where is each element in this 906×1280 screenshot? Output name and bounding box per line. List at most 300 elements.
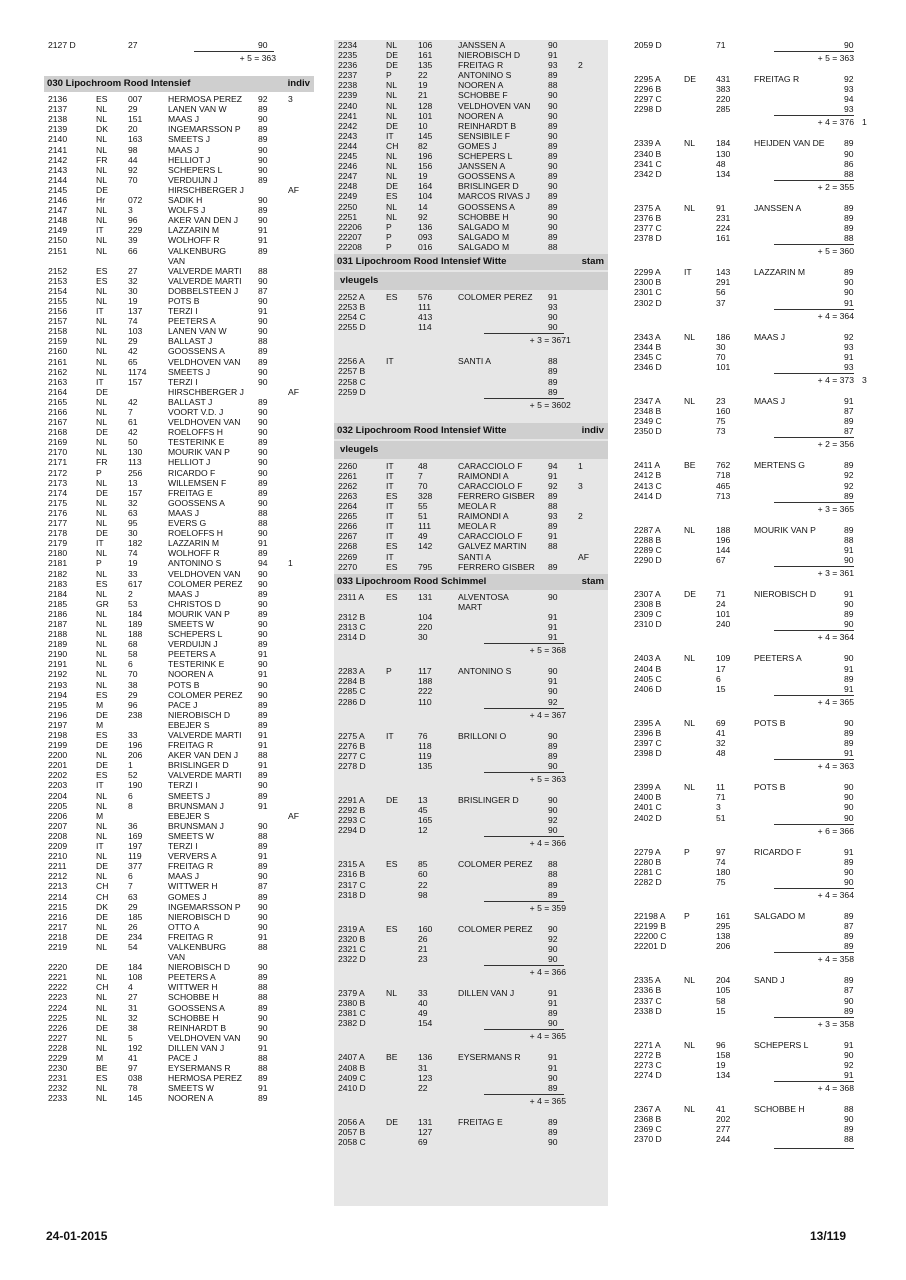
total-rule <box>484 901 564 902</box>
group-total <box>334 964 608 978</box>
breeder-number: 576 <box>418 291 433 302</box>
table-row <box>44 831 314 841</box>
country-code: NL <box>96 447 107 458</box>
breeder-name: SCHOBBE F <box>458 90 508 101</box>
breeder-number: 118 <box>418 740 432 751</box>
breeder-number: 206 <box>716 941 731 952</box>
breeder-number: 40 <box>418 998 428 1009</box>
total-rule <box>484 333 564 334</box>
table-row <box>334 795 608 805</box>
breeder-number: 33 <box>128 730 138 740</box>
country-code: NL <box>96 830 107 841</box>
group-spacer <box>334 656 608 666</box>
table-row <box>44 871 314 881</box>
ring-code: 2256 A <box>338 356 365 367</box>
ring-code: 2277 C <box>338 750 366 761</box>
breeder-name: GOMES J <box>168 891 207 902</box>
ring-code: 2401 C <box>634 802 662 813</box>
group-spacer <box>630 193 860 203</box>
breeder-name: SENSIBILE F <box>458 130 511 141</box>
table-row <box>44 740 314 750</box>
ring-code: 2252 A <box>338 291 365 302</box>
score: 92 <box>548 933 558 944</box>
table-row <box>630 298 860 308</box>
ring-code: 2226 <box>48 1022 68 1033</box>
score: 89 <box>258 134 268 145</box>
score: 90 <box>258 568 268 579</box>
score: 90 <box>258 316 268 327</box>
group-total <box>334 642 608 656</box>
total-value: + 4 = 368 <box>817 1083 854 1094</box>
breeder-number: 135 <box>418 60 433 71</box>
ring-code: 2223 <box>48 992 68 1003</box>
breeder-name: MAAS J <box>168 114 200 125</box>
score: 90 <box>258 417 268 428</box>
table-row <box>630 684 860 694</box>
breeder-number: 222 <box>418 686 433 697</box>
breeder-number: 27 <box>128 40 138 50</box>
breeder-number: 196 <box>418 151 433 162</box>
rank-note: AF <box>288 810 299 821</box>
breeder-number: 97 <box>128 1063 138 1074</box>
breeder-name: NIEROBISCH D <box>754 589 817 600</box>
table-row <box>334 1137 608 1147</box>
group-total <box>334 900 608 914</box>
breeder-number: 32 <box>128 497 138 508</box>
table-row <box>334 1063 608 1073</box>
breeder-number: 51 <box>418 511 428 522</box>
ring-code: 2282 D <box>634 876 662 887</box>
breeder-name: TERZI I <box>168 841 198 852</box>
ring-code: 2407 A <box>338 1052 365 1063</box>
ring-code: 2196 <box>48 709 68 720</box>
table-row <box>334 592 608 602</box>
country-code: BE <box>386 1052 398 1063</box>
score: 89 <box>548 171 558 182</box>
table-row <box>334 944 608 954</box>
breeder-number: 70 <box>128 174 138 185</box>
breeder-number: 92 <box>128 164 138 175</box>
country-code: IT <box>386 460 394 471</box>
ring-code: 2288 B <box>634 534 662 545</box>
breeder-name: VERVERS A <box>168 851 217 862</box>
breeder-name: VELDHOVEN VAN <box>168 1032 241 1043</box>
breeder-number: 131 <box>418 1116 433 1127</box>
breeder-name: COLOMER PEREZ <box>458 859 533 870</box>
table-row <box>334 222 608 232</box>
group-spacer <box>334 978 608 988</box>
country-code: ES <box>386 291 398 302</box>
table-row <box>44 155 314 165</box>
score: 91 <box>548 622 558 633</box>
breeder-name: VERDUIJN J <box>168 174 218 185</box>
breeder-number: 413 <box>418 312 433 323</box>
table-row <box>334 924 608 934</box>
score: 90 <box>258 871 268 882</box>
table-row <box>44 589 314 599</box>
score: 90 <box>548 686 558 697</box>
table-row <box>630 1104 860 1114</box>
ring-code: 2233 <box>48 1093 68 1104</box>
country-code: NL <box>684 1104 695 1115</box>
table-row <box>630 619 860 629</box>
ring-code: 2285 C <box>338 686 366 697</box>
score: 89 <box>548 491 558 501</box>
breeder-name: NOOREN A <box>458 80 504 91</box>
breeder-number: 238 <box>128 709 143 720</box>
group-spacer <box>630 128 860 138</box>
table-row <box>630 362 860 372</box>
score: 90 <box>844 792 854 803</box>
breeder-number: 7 <box>418 470 423 481</box>
score: 90 <box>258 578 268 589</box>
breeder-name: LAZZARIN M <box>754 267 806 278</box>
ring-code: 2218 <box>48 931 68 942</box>
ring-code: 2245 <box>338 151 358 162</box>
score: 90 <box>844 995 854 1006</box>
ring-code: 2414 D <box>634 490 662 501</box>
ring-code: 2279 A <box>634 846 661 857</box>
score: 86 <box>844 158 854 169</box>
ring-code: 2136 <box>48 94 68 105</box>
table-row <box>630 159 860 169</box>
table-row <box>44 508 314 518</box>
breeder-name: REINHARDT B <box>458 120 517 131</box>
total-value: + 3 = 365 <box>817 503 854 514</box>
table-row <box>630 996 860 1006</box>
breeder-number: 383 <box>716 84 731 95</box>
country-code: DE <box>96 487 108 498</box>
table-row <box>44 982 314 992</box>
breeder-name: VELDHOVEN VAN <box>168 417 241 428</box>
table-row <box>630 1060 860 1070</box>
ring-code: 2284 B <box>338 676 366 687</box>
breeder-name: FREITAG E <box>458 1116 503 1127</box>
ring-code: 2198 <box>48 730 68 740</box>
score: 88 <box>258 336 268 347</box>
class-title: 031 Lipochroom Rood Intensief Witte <box>337 255 507 267</box>
breeder-number: 15 <box>716 1005 726 1016</box>
country-code: IT <box>386 730 394 741</box>
score: 90 <box>548 110 558 121</box>
country-code: NL <box>96 366 107 377</box>
table-row <box>334 151 608 161</box>
table-row <box>44 256 314 266</box>
breeder-number: 50 <box>128 437 138 448</box>
score: 90 <box>548 161 558 172</box>
ring-code: 2312 B <box>338 611 366 622</box>
breeder-number: 7 <box>128 407 133 417</box>
breeder-name: PEETERS A <box>754 653 802 664</box>
score: 89 <box>548 889 558 900</box>
score: 90 <box>258 689 268 700</box>
breeder-number: 291 <box>716 277 731 288</box>
total-value: + 4 = 364 <box>817 632 854 643</box>
breeder-number: 234 <box>128 931 143 942</box>
table-row <box>334 741 608 751</box>
country-code: IT <box>386 470 394 481</box>
country-code: FR <box>96 457 108 468</box>
ring-code: 22208 <box>338 241 362 252</box>
ring-code: 2243 <box>338 130 358 141</box>
ring-code: 2263 <box>338 491 358 501</box>
breeder-number: 138 <box>716 931 731 942</box>
ring-code: 2313 C <box>338 622 366 633</box>
table-row <box>334 491 608 501</box>
ring-code: 2199 <box>48 740 68 751</box>
breeder-number: 189 <box>128 618 143 629</box>
breeder-number: 75 <box>716 416 726 427</box>
country-code: ES <box>96 689 108 700</box>
breeder-number: 328 <box>418 491 433 501</box>
ring-code: 2266 <box>338 521 358 532</box>
country-code: NL <box>684 717 695 728</box>
table-row <box>44 397 314 407</box>
breeder-number: 98 <box>128 144 138 155</box>
breeder-number: 182 <box>128 538 143 549</box>
score: 89 <box>258 477 268 488</box>
group-spacer <box>630 257 860 267</box>
ring-code: 2154 <box>48 285 68 296</box>
group-total <box>44 50 314 64</box>
country-code: NL <box>96 346 107 357</box>
score: 90 <box>258 376 268 387</box>
table-row <box>44 225 314 235</box>
ring-code: 2395 A <box>634 717 661 728</box>
breeder-name: SMEETS W <box>168 1083 214 1094</box>
score: 90 <box>258 528 268 539</box>
table-row <box>334 471 608 481</box>
score: 89 <box>844 738 854 749</box>
ring-code: 2299 A <box>634 267 661 278</box>
score: 93 <box>844 361 854 372</box>
breeder-number: 229 <box>128 225 143 236</box>
table-row <box>334 890 608 900</box>
score: 90 <box>844 866 854 877</box>
total-value: + 3 = 367 <box>529 335 566 346</box>
breeder-name: SCHOBBE H <box>754 1104 805 1115</box>
total-value: + 5 = 360 <box>817 246 854 257</box>
score: 89 <box>844 460 854 471</box>
ring-code: 2216 <box>48 911 68 922</box>
ring-code: 2376 B <box>634 212 662 223</box>
ring-code: 2399 A <box>634 782 661 793</box>
score: 90 <box>548 130 558 141</box>
ring-code: 2270 <box>338 561 358 572</box>
ring-code: 2141 <box>48 144 68 155</box>
total-value: + 3 = 361 <box>817 568 854 579</box>
table-row <box>334 632 608 642</box>
ring-code: 2182 <box>48 568 68 579</box>
breeder-name: SANTI A <box>458 356 491 367</box>
country-code: DE <box>96 740 108 751</box>
score: 91 <box>548 676 558 687</box>
ring-code: 2220 <box>48 962 68 973</box>
breeder-name: WITTWER H <box>168 881 218 892</box>
total-value: + 4 = 365 <box>529 1031 566 1042</box>
total-rule <box>484 398 564 399</box>
breeder-name: GOOSSENS A <box>168 497 225 508</box>
ring-code: 2167 <box>48 417 68 428</box>
breeder-name: MOURIK VAN P <box>168 447 230 458</box>
score: 91 <box>258 760 268 771</box>
table-row <box>630 985 860 995</box>
score: 90 <box>844 802 854 813</box>
total-value: + 4 = 373 <box>817 374 854 385</box>
score: 88 <box>258 941 268 952</box>
country-code: NL <box>96 326 107 337</box>
table-row <box>44 912 314 922</box>
score: 87 <box>844 985 854 996</box>
ring-code: 2212 <box>48 871 68 882</box>
breeder-number: 32 <box>128 1012 138 1023</box>
ring-code: 2369 C <box>634 1124 662 1135</box>
score: 90 <box>258 215 268 226</box>
score: 89 <box>258 205 268 216</box>
ring-code: 2255 D <box>338 322 366 333</box>
table-row <box>334 697 608 707</box>
score: 87 <box>258 285 268 296</box>
country-code: NL <box>96 659 107 670</box>
score: 91 <box>258 649 268 660</box>
country-code: NL <box>96 144 107 155</box>
table-row <box>334 934 608 944</box>
table-row <box>334 521 608 531</box>
score: 90 <box>844 287 854 298</box>
country-code: FR <box>96 154 108 165</box>
breeder-number: 92 <box>418 211 428 222</box>
score: 89 <box>258 891 268 902</box>
breeder-number: 13 <box>418 794 428 805</box>
group-total <box>334 707 608 721</box>
table-row <box>630 406 860 416</box>
score: 90 <box>844 619 854 630</box>
country-code: DE <box>96 931 108 942</box>
breeder-name: SCHEPERS L <box>168 164 223 175</box>
breeder-number: 136 <box>418 1052 433 1063</box>
table-row <box>630 911 860 921</box>
table-row <box>44 558 314 568</box>
ring-code: 2410 D <box>338 1082 366 1093</box>
country-code: DE <box>96 962 108 973</box>
country-code: ES <box>386 191 398 202</box>
table-row <box>334 50 608 60</box>
breeder-number: 142 <box>418 541 433 552</box>
class-header <box>334 423 608 439</box>
table-row <box>44 387 314 397</box>
country-code: NL <box>684 524 695 535</box>
score: 90 <box>548 805 558 816</box>
table-row <box>334 562 608 572</box>
breeder-name: SMEETS J <box>168 134 211 145</box>
country-code: NL <box>684 1039 695 1050</box>
score: 90 <box>844 1049 854 1060</box>
breeder-name: WOLHOFF R <box>168 235 220 246</box>
ring-code: 2320 B <box>338 933 366 944</box>
country-code: NL <box>684 782 695 793</box>
table-row <box>44 720 314 730</box>
breeder-number: 24 <box>716 599 726 610</box>
score: 89 <box>548 386 558 397</box>
table-row <box>334 731 608 741</box>
ring-code: 2143 <box>48 164 68 175</box>
breeder-name: NOOREN A <box>458 110 504 121</box>
group-spacer <box>630 450 860 460</box>
country-code: NL <box>96 921 107 932</box>
score: 92 <box>548 696 558 707</box>
breeder-number: 71 <box>716 589 726 600</box>
table-row <box>44 892 314 902</box>
breeder-name: TESTERINK E <box>168 659 225 670</box>
breeder-number: 13 <box>128 477 138 488</box>
country-code: NL <box>386 211 397 222</box>
breeder-name: SCHOBBE H <box>168 992 219 1003</box>
ring-code: 2176 <box>48 507 68 518</box>
score: 90 <box>258 1012 268 1023</box>
table-row <box>44 1063 314 1073</box>
table-row <box>44 215 314 225</box>
breeder-number: 56 <box>716 287 726 298</box>
ring-code: 2178 <box>48 528 68 539</box>
table-row <box>44 680 314 690</box>
breeder-number: 45 <box>418 805 428 816</box>
score: 88 <box>844 1134 854 1145</box>
ring-code: 2213 <box>48 881 68 892</box>
score: 91 <box>258 851 268 862</box>
table-row <box>44 972 314 982</box>
breeder-name: PACE J <box>168 699 198 710</box>
ring-code: 2142 <box>48 154 68 165</box>
ring-code: 2179 <box>48 538 68 549</box>
score: 90 <box>548 954 558 964</box>
breeder-number: 41 <box>128 1053 138 1063</box>
table-row <box>44 427 314 437</box>
ring-code: 2153 <box>48 275 68 286</box>
breeder-number: 197 <box>128 841 143 852</box>
ring-code: 2186 <box>48 608 68 619</box>
country-code: NL <box>96 285 107 296</box>
score: 90 <box>844 812 854 823</box>
breeder-number: 96 <box>128 215 138 226</box>
score: 89 <box>548 140 558 151</box>
breeder-name: NIEROBISCH D <box>168 962 231 973</box>
ring-code: 2162 <box>48 366 68 377</box>
group-total <box>334 771 608 785</box>
breeder-number: 96 <box>716 1039 726 1050</box>
breeder-name: SALGADO M <box>458 231 510 242</box>
breeder-number: 15 <box>716 683 726 694</box>
ring-code: 2309 C <box>634 609 662 620</box>
breeder-name: ANTONINO S <box>458 666 512 677</box>
ring-code: 2298 D <box>634 104 662 115</box>
breeder-name: LAZZARIN M <box>168 538 220 549</box>
score: 90 <box>258 366 268 377</box>
breeder-number: 151 <box>128 114 143 125</box>
score: 87 <box>844 921 854 932</box>
total-value: + 2 = 356 <box>817 439 854 450</box>
breeder-number: 33 <box>128 568 138 579</box>
group-total <box>630 1016 860 1030</box>
breeder-number: 32 <box>128 275 138 286</box>
score: 90 <box>548 181 558 192</box>
ring-code: 2211 <box>48 861 67 872</box>
country-code: Hr <box>96 195 106 206</box>
table-row <box>44 175 314 185</box>
breeder-name: COLOMER PEREZ <box>458 923 533 934</box>
ring-code: 2244 <box>338 140 358 151</box>
score: 90 <box>548 591 558 602</box>
table-row <box>630 94 860 104</box>
